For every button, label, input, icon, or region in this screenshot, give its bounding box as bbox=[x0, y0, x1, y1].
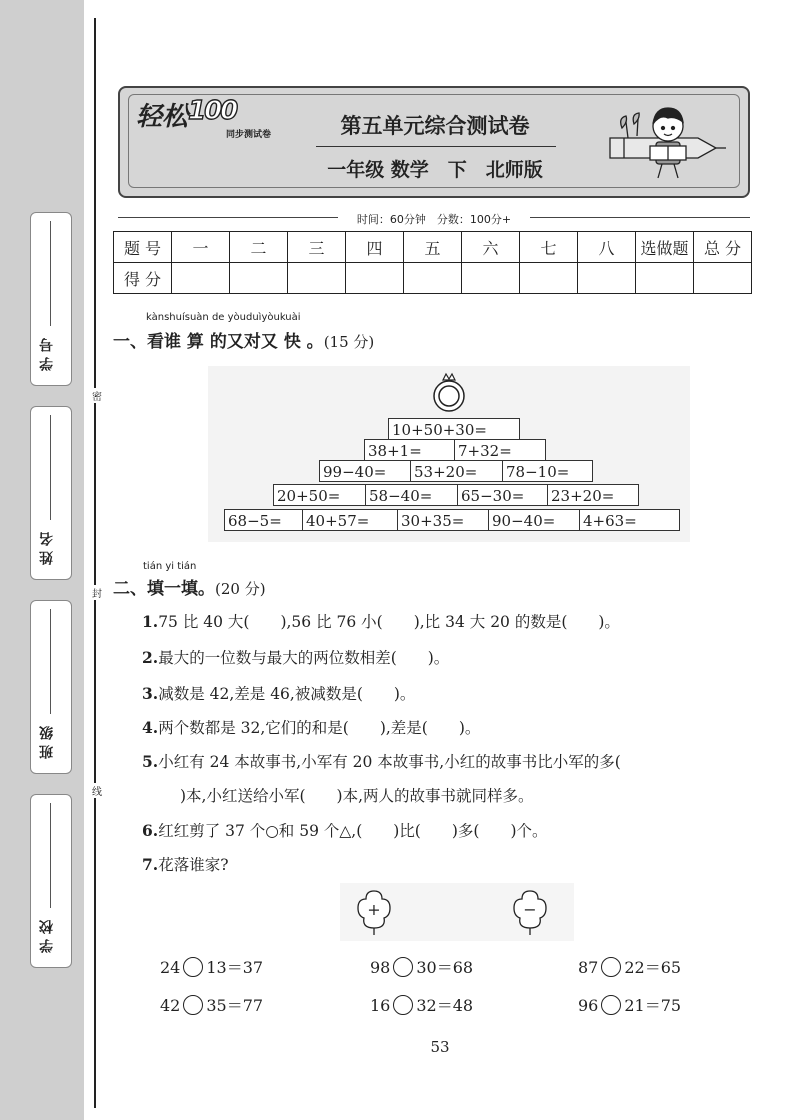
cut-line bbox=[94, 18, 96, 1108]
equation-left: 42 bbox=[160, 996, 181, 1015]
page-title: 第五单元综合测试卷 bbox=[340, 113, 530, 138]
question-number: 3. bbox=[142, 684, 159, 703]
ring-icon bbox=[430, 370, 468, 414]
equation bbox=[370, 993, 473, 1016]
section1-points: (15 分) bbox=[323, 333, 375, 351]
score-header-cell: 五 bbox=[404, 232, 462, 263]
pyramid-cell: 38+1= bbox=[364, 439, 455, 461]
pyramid-cell: 30+35= bbox=[397, 509, 489, 531]
question-7 bbox=[142, 853, 229, 875]
pyramid-cell: 10+50+30= bbox=[388, 418, 520, 440]
title-divider bbox=[316, 146, 556, 147]
equation-right: 13＝37 bbox=[206, 958, 264, 977]
blank-circle[interactable] bbox=[183, 957, 203, 977]
equation-right: 32＝48 bbox=[416, 996, 474, 1015]
blank-circle[interactable] bbox=[601, 995, 621, 1015]
equation-left: 24 bbox=[160, 958, 181, 977]
score-row-label: 得 分 bbox=[114, 263, 172, 294]
score-header-cell: 四 bbox=[346, 232, 404, 263]
question-1 bbox=[142, 610, 620, 632]
question-3 bbox=[142, 682, 415, 704]
question-text: 小红有 24 本故事书,小军有 20 本故事书,小红的故事书比小军的多( bbox=[158, 753, 621, 771]
question-text: 两个数都是 32,它们的和是( ),差是( )。 bbox=[158, 719, 481, 737]
pyramid-cell: 78−10= bbox=[502, 460, 593, 482]
blank-circle[interactable] bbox=[393, 995, 413, 1015]
question-6 bbox=[142, 819, 548, 841]
binding-strip bbox=[0, 0, 84, 1120]
question-number: 4. bbox=[142, 718, 159, 737]
equation-left: 98 bbox=[370, 958, 391, 977]
pyramid-cell: 58−40= bbox=[365, 484, 458, 506]
name-label: 姓 名 bbox=[39, 532, 55, 565]
flower-sign: − bbox=[523, 900, 537, 919]
pyramid-cell: 68−5= bbox=[224, 509, 303, 531]
logo-subtitle: 同步测试卷 bbox=[226, 130, 272, 140]
section2-title bbox=[113, 574, 266, 599]
score-cell[interactable] bbox=[230, 263, 288, 294]
section1-pinyin: kànshuísuàn de yòuduìyòukuài bbox=[146, 312, 301, 323]
score-cell[interactable] bbox=[520, 263, 578, 294]
equation bbox=[578, 955, 681, 978]
score-cell[interactable] bbox=[288, 263, 346, 294]
pyramid-cell: 53+20= bbox=[410, 460, 503, 482]
question-text: 花落谁家? bbox=[158, 856, 229, 874]
equation-right: 21＝75 bbox=[624, 996, 682, 1015]
score-cell[interactable] bbox=[404, 263, 462, 294]
question-number: 5. bbox=[142, 752, 159, 771]
plus-flower bbox=[352, 887, 396, 941]
pyramid-cell: 40+57= bbox=[302, 509, 398, 531]
question-5-continued bbox=[180, 784, 534, 806]
cut-mark: 封 bbox=[91, 585, 103, 600]
pyramid-cell: 20+50= bbox=[273, 484, 366, 506]
question-number: 1. bbox=[142, 612, 159, 631]
section2-title-text: 二、填一填。 bbox=[113, 579, 215, 599]
cut-mark: 线 bbox=[91, 783, 103, 798]
flower-sign: + bbox=[367, 900, 381, 919]
equation bbox=[160, 955, 263, 978]
equation bbox=[370, 955, 473, 978]
question-4 bbox=[142, 716, 480, 738]
score-cell[interactable] bbox=[172, 263, 230, 294]
equation-left: 87 bbox=[578, 958, 599, 977]
score-cell[interactable] bbox=[346, 263, 404, 294]
score-cell[interactable] bbox=[694, 263, 752, 294]
score-header-cell: 题 号 bbox=[114, 232, 172, 263]
blank-circle[interactable] bbox=[183, 995, 203, 1015]
section1-title-text: 一、看谁 算 的又对又 快 。 bbox=[113, 332, 324, 352]
score-header-cell: 二 bbox=[230, 232, 288, 263]
equation-left: 16 bbox=[370, 996, 391, 1015]
question-text: 75 比 40 大( ),56 比 76 小( ),比 34 大 20 的数是( )。 bbox=[158, 613, 620, 631]
score-cell[interactable] bbox=[462, 263, 520, 294]
section2-pinyin: tián yi tián bbox=[143, 561, 197, 572]
student-id-label: 学 号 bbox=[39, 338, 55, 371]
pyramid-cell: 4+63= bbox=[579, 509, 680, 531]
page-subtitle: 一年级 数学 下 北师版 bbox=[327, 159, 543, 181]
score-cell[interactable] bbox=[578, 263, 636, 294]
pyramid-cell: 7+32= bbox=[454, 439, 546, 461]
question-text: 最大的一位数与最大的两位数相差( )。 bbox=[158, 649, 450, 667]
equation bbox=[578, 993, 681, 1016]
score-header-cell: 总 分 bbox=[694, 232, 752, 263]
question-5 bbox=[142, 750, 621, 772]
score-row bbox=[114, 263, 752, 294]
blank-circle[interactable] bbox=[393, 957, 413, 977]
pyramid-cell: 90−40= bbox=[488, 509, 580, 531]
score-header-cell: 六 bbox=[462, 232, 520, 263]
school-label: 学 校 bbox=[39, 920, 55, 953]
score-cell[interactable] bbox=[636, 263, 694, 294]
class-field bbox=[30, 600, 72, 774]
score-table bbox=[113, 231, 752, 294]
minus-flower bbox=[508, 887, 552, 941]
score-header-cell: 三 bbox=[288, 232, 346, 263]
mascot-illustration bbox=[604, 102, 730, 184]
class-label: 班 级 bbox=[39, 726, 55, 759]
time-info-line bbox=[118, 211, 750, 225]
score-header-cell: 一 bbox=[172, 232, 230, 263]
section2-points: (20 分) bbox=[215, 580, 266, 598]
name-field bbox=[30, 406, 72, 580]
pyramid-cell: 99−40= bbox=[319, 460, 411, 482]
section1-title bbox=[113, 327, 374, 352]
logo-text: 轻松 bbox=[136, 102, 189, 132]
question-number: 7. bbox=[142, 855, 159, 874]
blank-circle[interactable] bbox=[601, 957, 621, 977]
question-text: 减数是 42,差是 46,被减数是( )。 bbox=[158, 685, 416, 703]
equation-right: 30＝68 bbox=[416, 958, 474, 977]
question-number: 6. bbox=[142, 821, 159, 840]
equation bbox=[160, 993, 263, 1016]
question-text: 红红剪了 37 个○和 59 个△,( )比( )多( )个。 bbox=[158, 822, 548, 840]
equation-right: 35＝77 bbox=[206, 996, 264, 1015]
score-header-cell: 八 bbox=[578, 232, 636, 263]
question-2 bbox=[142, 646, 449, 668]
score-header-cell: 选做题 bbox=[636, 232, 694, 263]
score-header-row bbox=[114, 232, 752, 263]
question-text: )本,小红送给小军( )本,两人的故事书就同样多。 bbox=[180, 787, 534, 805]
pyramid-cell: 65−30= bbox=[457, 484, 548, 506]
equation-left: 96 bbox=[578, 996, 599, 1015]
time-info: 时间：60分钟 分数：100分+ bbox=[338, 211, 530, 227]
school-field bbox=[30, 794, 72, 968]
score-header-cell: 七 bbox=[520, 232, 578, 263]
student-id-field bbox=[30, 212, 72, 386]
question-number: 2. bbox=[142, 648, 159, 667]
pyramid-cell: 23+20= bbox=[547, 484, 639, 506]
logo-number: 100 bbox=[188, 96, 237, 126]
cut-mark: 密 bbox=[91, 388, 103, 403]
page-number: 53 bbox=[430, 1038, 450, 1056]
equation-right: 22＝65 bbox=[624, 958, 682, 977]
